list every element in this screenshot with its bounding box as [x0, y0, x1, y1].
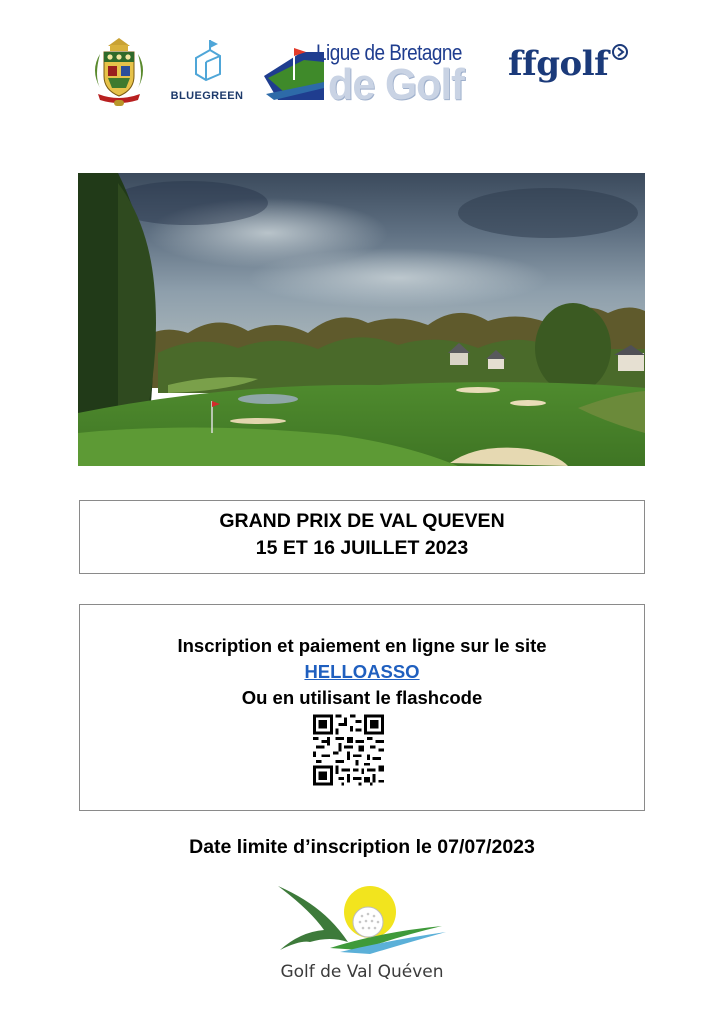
ligue-bretagne-logo: [264, 38, 470, 109]
registration-box: [79, 604, 645, 811]
crest-logo: [86, 36, 152, 108]
flashcode-text: Ou en utilisant le flashcode: [241, 687, 483, 708]
ligue-bottom-text: de Golf: [328, 60, 464, 109]
event-dates: 15 ET 16 JUILLET 2023: [255, 537, 469, 559]
registration-text: Inscription et paiement en ligne sur le site: [177, 635, 547, 656]
ffgolf-logo: [506, 38, 630, 98]
helloasso-link[interactable]: HELLOASSO: [304, 661, 420, 682]
ligue-top-text: Ligue de Bretagne: [316, 40, 462, 65]
golf-ball-logo: [270, 880, 454, 960]
ffgolf-wordmark: ffgolf: [508, 44, 609, 84]
golf-course-photo: [78, 173, 645, 466]
event-title-box: [79, 500, 645, 574]
qr-code-icon[interactable]: [313, 714, 384, 786]
event-title: GRAND PRIX DE VAL QUEVEN: [219, 510, 505, 532]
registration-deadline: Date limite d’inscription le 07/07/2023: [189, 836, 535, 858]
bluegreen-label: BLUEGREEN: [170, 90, 244, 102]
bluegreen-logo: [166, 36, 248, 106]
club-name: Golf de Val Quéven: [280, 962, 444, 982]
